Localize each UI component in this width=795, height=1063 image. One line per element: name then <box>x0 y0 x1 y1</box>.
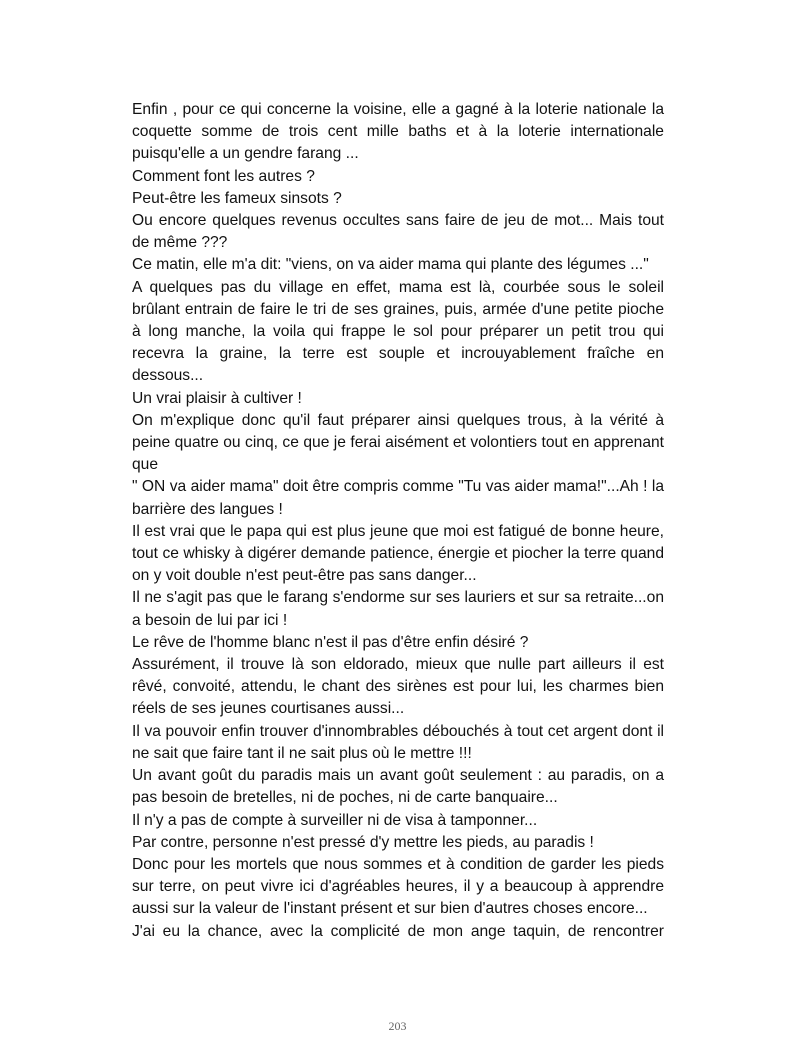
paragraph: Il est vrai que le papa qui est plus jeune que moi est fatigué de bonne heure, tout ce whisky à digérer demande patience, énergie et piocher la terre quand on y voit double n'est peut-être pas sans danger... <box>132 522 664 585</box>
paragraph: Ou encore quelques revenus occultes sans faire de jeu de mot... Mais tout de même ??? <box>132 212 664 252</box>
paragraph: Assurément, il trouve là son eldorado, mieux que nulle part ailleurs il est rêvé, convoité, attendu, le chant des sirènes est pour lui, les charmes bien réels de ses jeunes courtisanes aussi... <box>132 656 664 718</box>
paragraph: Enfin , pour ce qui concerne la voisine, elle a gagné à la loterie nationale la coquette somme de trois cent mille baths et à la loterie internationale puisqu'elle a un gendre farang ... <box>132 101 664 163</box>
page-number: 203 <box>388 1019 407 1033</box>
body-text <box>132 99 664 943</box>
paragraph: A quelques pas du village en effet, mama est là, courbée sous le soleil brûlant entrain de faire le tri de ses graines, puis, armée d'une petite pioche à long manche, la voila qui frappe le sol pour préparer un petit trou qui recevra la graine, la terre est souple et incrouyablement fraîche en dessous... <box>132 278 664 385</box>
paragraph: Ce matin, elle m'a dit: "viens, on va aider mama qui plante des légumes ..." <box>132 256 649 274</box>
paragraph: J'ai eu la chance, avec la complicité de mon ange taquin, de rencontrer <box>132 922 664 940</box>
paragraph: On m'explique donc qu'il faut préparer ainsi quelques trous, à la vérité à peine quatre ou cinq, ce que je ferai aisément et volontiers tout en apprenant que <box>132 411 664 474</box>
paragraph: Un vrai plaisir à cultiver ! <box>132 389 302 407</box>
paragraph: Il va pouvoir enfin trouver d'innombrables débouchés à tout cet argent dont il ne sait que faire tant il ne sait plus où le mettre !!! <box>132 722 664 762</box>
paragraph: Il n'y a pas de compte à surveiller ni de visa à tamponner... <box>132 811 538 829</box>
paragraph: Il ne s'agit pas que le farang s'endorme sur ses lauriers et sur sa retraite...on a besoin de lui par ici ! <box>132 589 664 629</box>
paragraph: Le rêve de l'homme blanc n'est il pas d'être enfin désiré ? <box>132 633 529 651</box>
paragraph: Comment font les autres ? <box>132 167 315 185</box>
paragraph: Donc pour les mortels que nous sommes et à condition de garder les pieds sur terre, on peut vivre ici d'agréables heures, il y a beaucoup à apprendre aussi sur la valeur de l'instant présent et sur bien d'autres choses encore... <box>132 855 664 918</box>
paragraph: Un avant goût du paradis mais un avant goût seulement : au paradis, on a pas besoin de bretelles, ni de poches, ni de carte banquaire... <box>132 767 664 807</box>
paragraph: Par contre, personne n'est pressé d'y mettre les pieds, au paradis ! <box>132 833 594 851</box>
paragraph: Peut-être les fameux sinsots ? <box>132 189 342 207</box>
paragraph: " ON va aider mama" doit être compris comme "Tu vas aider mama!"...Ah ! la barrière des langues ! <box>132 478 664 518</box>
